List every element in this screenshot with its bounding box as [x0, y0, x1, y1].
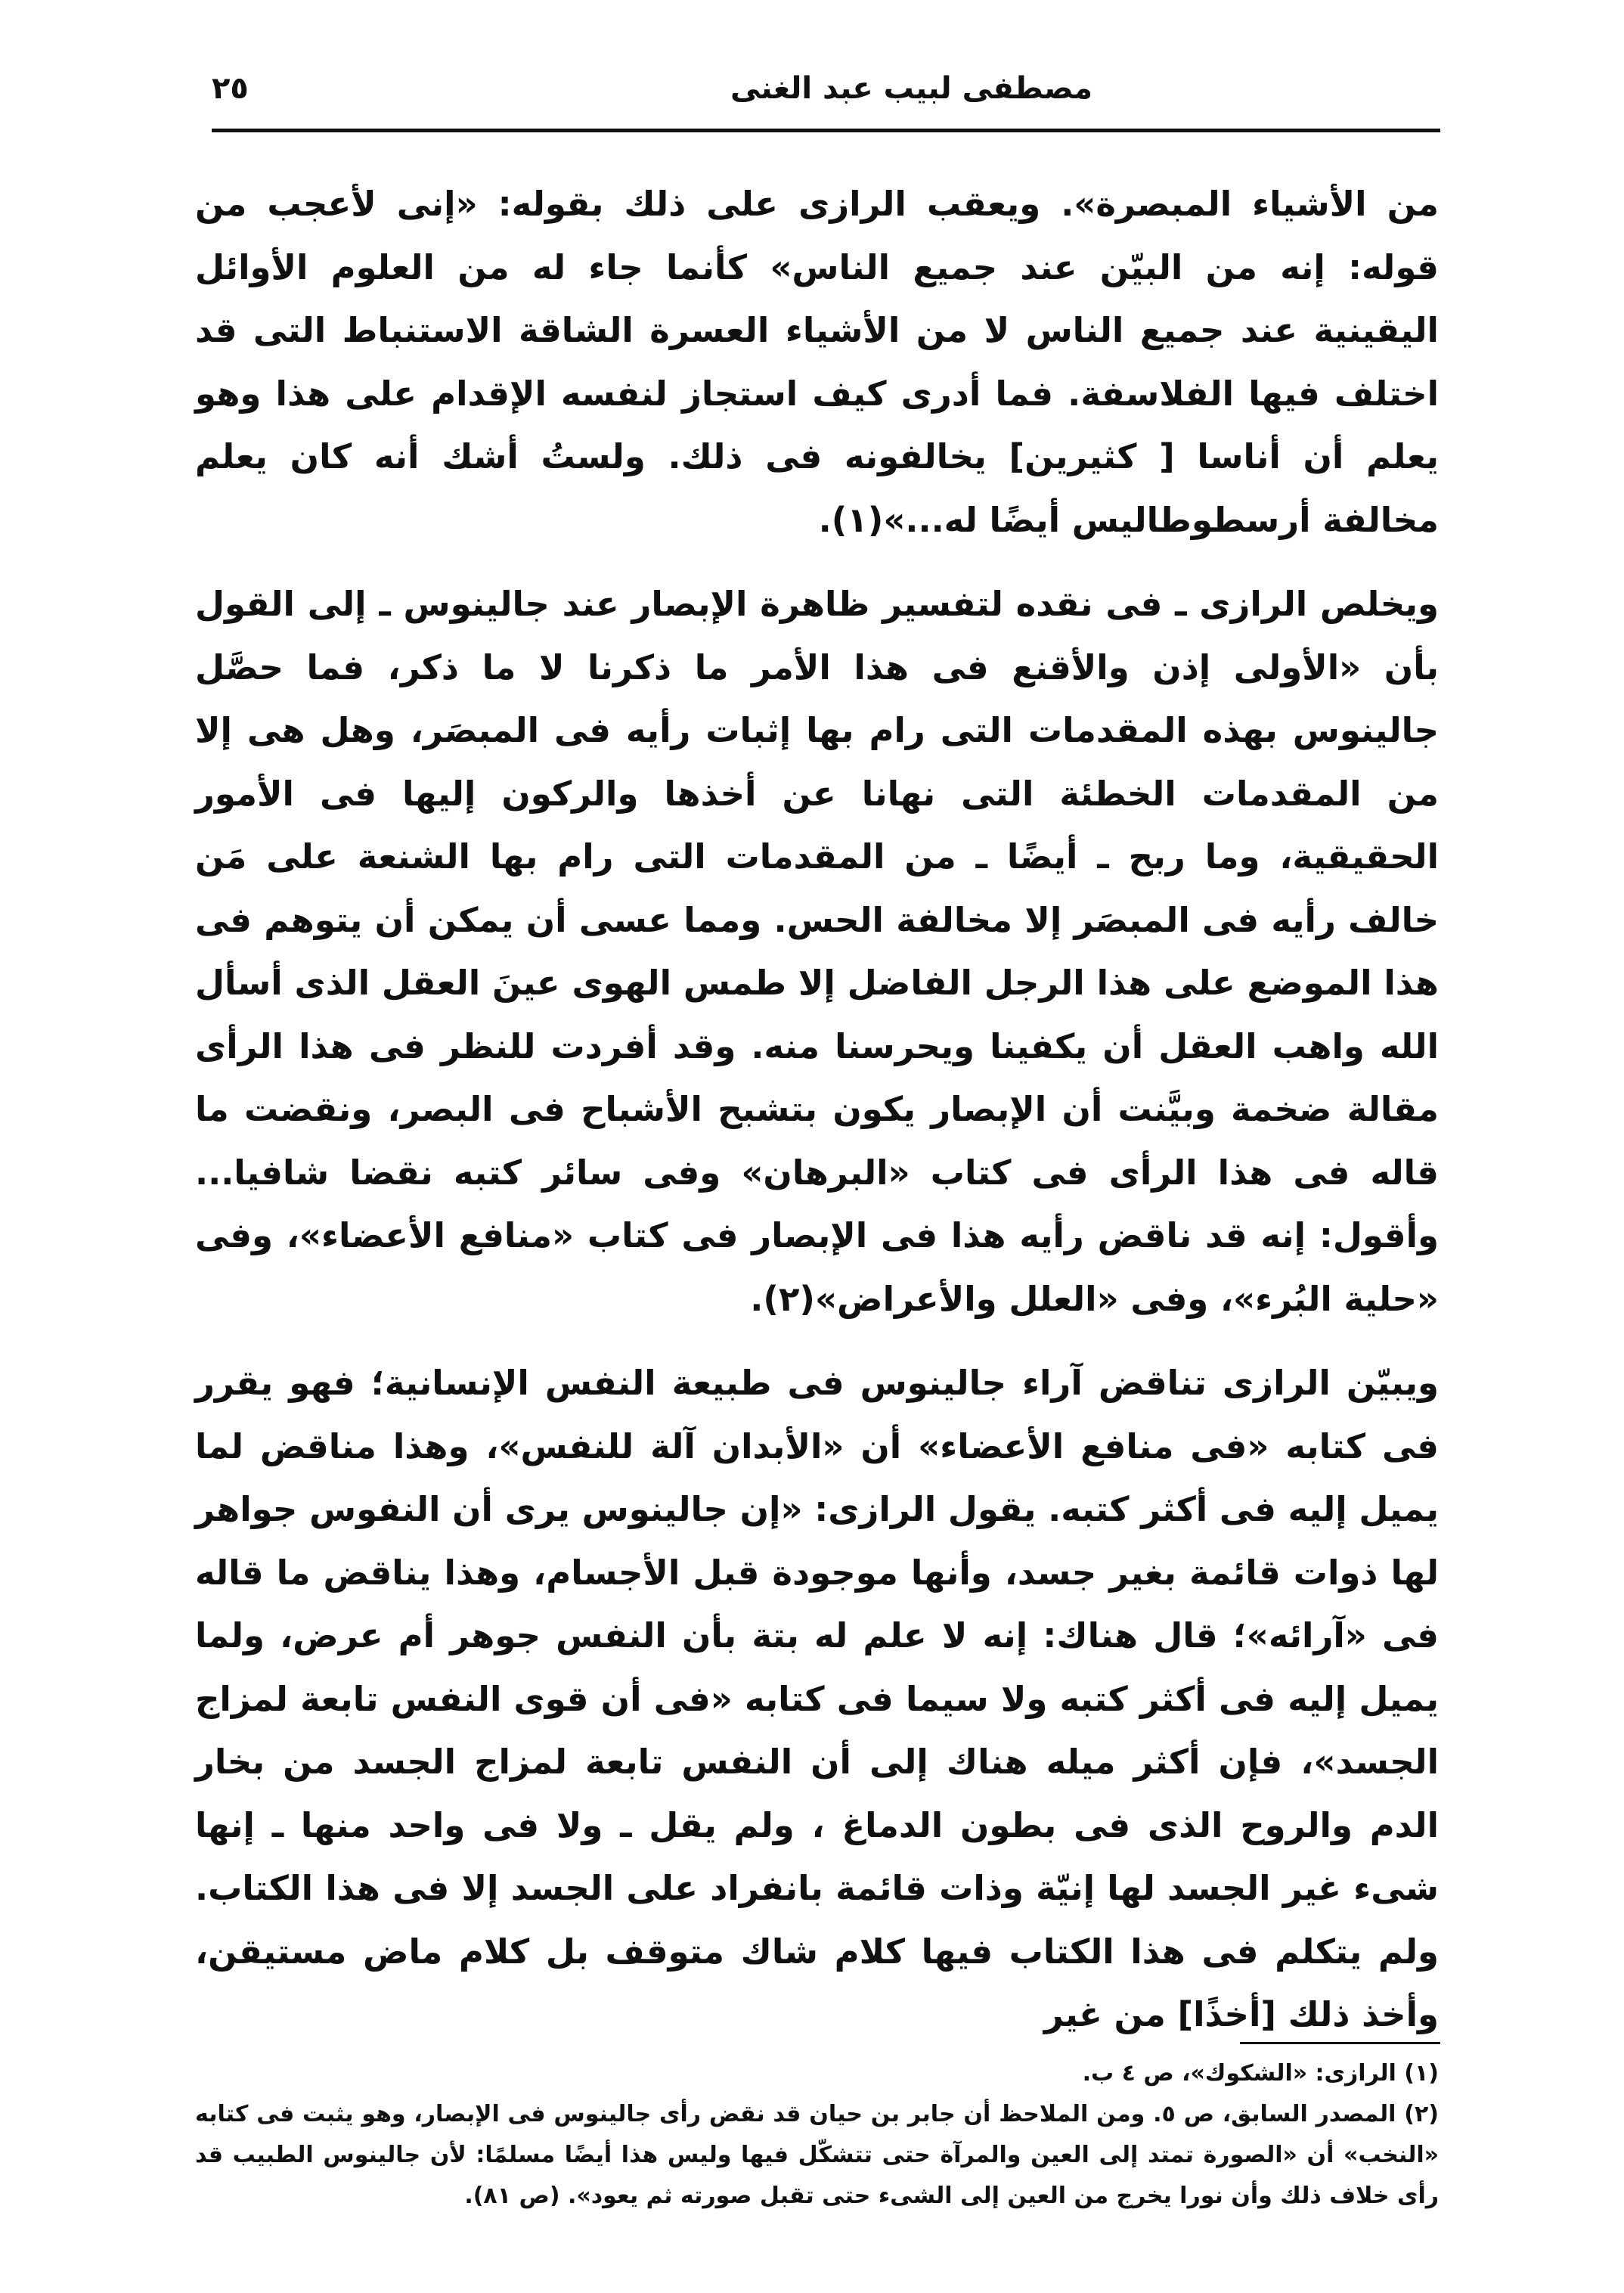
paragraph-2: ويخلص الرازى ـ فى نقده لتفسير ظاهرة الإبصار عند جالينوس ـ إلى القول بأن «الأولى إذن والأقنع فى هذا الأمر ما ذكرنا لا ما ذكر، فما حصَّل جالينوس بهذه المقدمات التى رام بها إثبات رأيه فى المبصَر، وهل هى إلا من المقدمات الخطئة التى نهانا عن أخذها والركون إليها فى الأمور الحقيقية، وما ربح ـ أيضًا ـ من المقدمات التى رام بها الشنعة على مَن خالف رأيه فى المبصَر إلا مخالفة الحس. ومما عسى أن يمكن أن يتوهم فى هذا الموضع على هذا الرجل الفاضل إلا طمس الهوى عينَ العقل الذى أسأل الله واهب العقل أن يكفينا ويحرسنا منه. وقد أفردت للنظر فى هذا الرأى مقالة ضخمة وبيَّنت أن الإبصار يكون بتشبح الأشباح فى البصر، ونقضت ما قاله فى هذا الرأى فى كتاب «البرهان» وفى سائر كتبه نقضا شافيا... وأقول: إنه قد ناقض رأيه هذا فى الإبصار فى كتاب «منافع الأعضاء»، وفى «حلية البُرء»، وفى «العلل والأعراض»(٢). — [195, 584, 1439, 1319]
footnote-rule — [1240, 2042, 1440, 2044]
page-header — [212, 67, 1440, 119]
body-text — [195, 172, 1439, 2068]
footnote-2: (٢) المصدر السابق، ص ٥. ومن الملاحظ أن جابر بن حيان قد نقض رأى جالينوس فى الإبصار، وهو يثبت فى كتابه «النخب» أن «الصورة تمتد إلى العين والمرآة حتى تتشكّل فيها وليس هذا أيضًا مسلمًا: لأن جالينوس الطبيب قد رأى خلاف ذلك وأن نورا يخرج من العين إلى الشىء حتى تقبل صورته ثم يعود». (ص ٨١). — [195, 2101, 1439, 2209]
paragraph-3: ويبيّن الرازى تناقض آراء جالينوس فى طبيعة النفس الإنسانية؛ فهو يقرر فى كتابه «فى منافع الأعضاء» أن «الأبدان آلة للنفس»، وهذا مناقض لما يميل إليه فى أكثر كتبه. يقول الرازى: «إن جالينوس يرى أن النفوس جواهر لها ذوات قائمة بغير جسد، وأنها موجودة قبل الأجسام، وهذا يناقض ما قاله فى «آرائه»؛ قال هناك: إنه لا علم له بتة بأن النفس جوهر أم عرض، ولما يميل إليه فى أكثر كتبه ولا سيما فى كتابه «فى أن قوى النفس تابعة لمزاج الجسد»، فإن أكثر ميله هناك إلى أن النفس تابعة لمزاج الجسد من بخار الدم والروح الذى فى بطون الدماغ ، ولم يقل ـ ولا فى واحد منها ـ إنها شىء غير الجسد لها إنيّة وذات قائمة بانفراد على الجسد إلا فى هذا الكتاب. ولم يتكلم فى هذا الكتاب فيها كلام شاك متوقف بل كلام ماض مستيقن، وأخذ ذلك [أخذًا] من غير — [195, 1363, 1439, 2034]
running-title: مصطفى لبيب عبد الغنى — [730, 71, 1092, 106]
paragraph-1: من الأشياء المبصرة». ويعقب الرازى على ذلك بقوله: «إنى لأعجب من قوله: إنه من البيّن عند جميع الناس» كأنما جاء له من العلوم الأوائل اليقينية عند جميع الناس لا من الأشياء العسرة الشاقة الاستنباط التى قد اختلف فيها الفلاسفة. فما أدرى كيف استجاز لنفسه الإقدام على هذا وهو يعلم أن أناسا [ كثيرين] يخالفونه فى ذلك. ولستُ أشك أنه كان يعلم مخالفة أرسطوطاليس أيضًا له...»(١). — [195, 184, 1439, 540]
footnotes — [195, 2053, 1439, 2217]
footnote-1: (١) الرازى: «الشكوك»، ص ٤ ب. — [1082, 2060, 1439, 2087]
header-rule — [212, 129, 1440, 132]
page-number: ٢٥ — [212, 71, 249, 106]
